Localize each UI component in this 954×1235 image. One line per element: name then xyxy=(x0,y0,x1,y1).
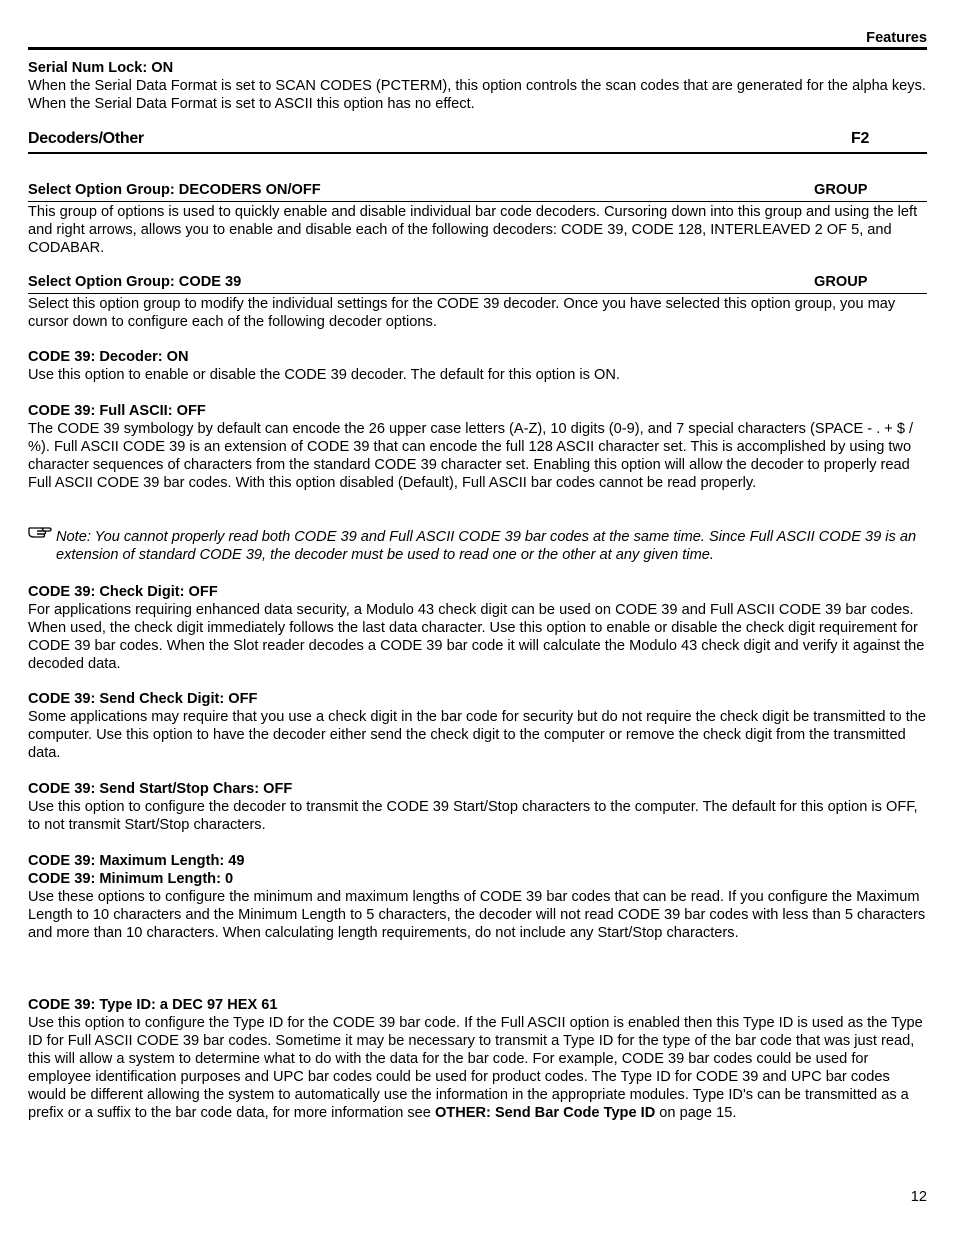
check-digit-body: For applications requiring enhanced data security, a Modulo 43 check digit can be used on CODE 39 and Full ASCII CODE 39 bar codes. When used, the check digit immediately follows the last data character. Use this option to enable or disable the check digit requirement for CODE 39 bar codes. When the Slot reader decodes a CODE 39 bar code it will calculate the Modulo 43 check digit and verify it against the decoded data. xyxy=(28,602,925,672)
section-rule xyxy=(28,152,927,154)
send-check-digit-heading: CODE 39: Send Check Digit: OFF xyxy=(28,691,258,707)
decoders-group-body: This group of options is used to quickly enable and disable individual bar code decoders. Cursoring down into this group and using the left and right arrows, allows you to enable and disable each of the following decoders: CODE 39, CODE 128, INTERLEAVED 2 OF 5, and CODABAR. xyxy=(28,204,918,256)
decoder-heading: CODE 39: Decoder: ON xyxy=(28,349,189,365)
check-digit-heading: CODE 39: Check Digit: OFF xyxy=(28,584,218,600)
code39-group-body: Select this option group to modify the individual settings for the CODE 39 decoder. Once you have selected this option group, you may cursor down to configure each of the following decoder options. xyxy=(28,296,896,330)
max-length-heading: CODE 39: Maximum Length: 49 xyxy=(28,853,245,869)
code39-group-tag: GROUP xyxy=(814,274,868,290)
type-id-heading: CODE 39: Type ID: a DEC 97 HEX 61 xyxy=(28,997,278,1013)
start-stop-entry xyxy=(28,780,927,834)
header-rule xyxy=(28,47,927,50)
note-text: Note: You cannot properly read both CODE 39 and Full ASCII CODE 39 bar codes at the same time. Since Full ASCII CODE 39 is an extension of standard CODE 39, the decoder must be used to read one or the other at any given time. xyxy=(56,529,917,563)
full-ascii-body: The CODE 39 symbology by default can encode the 26 upper case letters (A-Z), 10 digits (0-9), and 7 special characters (SPACE - . + $ / %). Full ASCII CODE 39 is an extension of CODE 39 that can encode the full 128 ASCII character set. This is accomplished by using two character sequences of characters from the standard CODE 39 character set. Enabling this option will allow the decoder to properly read Full ASCII CODE 39 bar codes. With this option disabled (Default), Full ASCII bar codes cannot be read properly. xyxy=(28,421,914,491)
send-check-digit-body: Some applications may require that you use a check digit in the bar code for security but do not require the check digit be transmitted to the computer. Use this option to have the decoder either send the check digit to the computer or remove the check digit from the transmitted data. xyxy=(28,709,927,761)
serial-num-lock-heading: Serial Num Lock: ON xyxy=(28,60,174,76)
decoders-group-rule xyxy=(28,201,927,202)
decoders-group-heading xyxy=(28,182,927,202)
type-id-body xyxy=(28,1014,927,1122)
type-id-body-text: Use this option to configure the Type ID for the CODE 39 bar code. If the Full ASCII option is enabled then this Type ID is used as the Type ID for Full ASCII CODE 39 bar codes. Sometime it may be necessary to transmit a Type ID for the type of the bar code that was just read, this will allow a system to determine what to do with the data for the bar code. For example, CODE 39 bar codes could be used for employee identification purposes and UPC bar codes could be used for product codes. The Type ID for CODE 39 and UPC bar codes would be different allowing the system to automatically use the information in the appropriate modules. Type ID's can be transmitted as a prefix or a suffix to the bar code data, for more information see xyxy=(28,1015,923,1121)
decoders-group-tag: GROUP xyxy=(814,182,868,198)
pointing-hand-icon xyxy=(28,523,52,539)
section-function-key: F2 xyxy=(851,130,870,147)
check-digit-entry xyxy=(28,583,927,673)
code39-group-rule xyxy=(28,293,927,294)
decoders-group-title: Select Option Group: DECODERS ON/OFF xyxy=(28,182,321,198)
decoder-body: Use this option to enable or disable the CODE 39 decoder. The default for this option is ON. xyxy=(28,367,620,383)
code39-group-title: Select Option Group: CODE 39 xyxy=(28,274,242,290)
decoder-entry xyxy=(28,348,927,384)
page-number: 12 xyxy=(910,1189,927,1205)
lengths-entry xyxy=(28,852,927,942)
full-ascii-heading: CODE 39: Full ASCII: OFF xyxy=(28,403,206,419)
section-title: Decoders/Other xyxy=(28,130,144,147)
start-stop-heading: CODE 39: Send Start/Stop Chars: OFF xyxy=(28,781,293,797)
type-id-entry xyxy=(28,996,927,1122)
type-id-cross-reference: OTHER: Send Bar Code Type ID xyxy=(434,1105,656,1121)
section-heading xyxy=(28,130,927,152)
send-check-digit-entry xyxy=(28,690,927,762)
full-ascii-entry xyxy=(28,402,927,492)
type-id-page-reference: on page 15. xyxy=(655,1105,737,1121)
code39-group-heading xyxy=(28,274,927,294)
start-stop-body: Use this option to configure the decoder to transmit the CODE 39 Start/Stop characters to the computer. The default for this option is OFF, to not transmit Start/Stop characters. xyxy=(28,799,918,833)
serial-num-lock-entry xyxy=(28,59,927,113)
lengths-body: Use these options to configure the minimum and maximum lengths of CODE 39 bar codes that can be read. If you configure the Maximum Length to 10 characters and the Minimum Length to 5 characters, the decoder will not read CODE 39 bar codes with less than 5 characters and more than 10 characters. When calculating length requirements, do not include any Start/Stop characters. xyxy=(28,889,926,941)
running-header: Features xyxy=(866,30,927,46)
serial-num-lock-body: When the Serial Data Format is set to SCAN CODES (PCTERM), this option controls the scan codes that are generated for the alpha keys. When the Serial Data Format is set to ASCII this option has no effect. xyxy=(28,78,926,112)
min-length-heading: CODE 39: Minimum Length: 0 xyxy=(28,871,234,887)
